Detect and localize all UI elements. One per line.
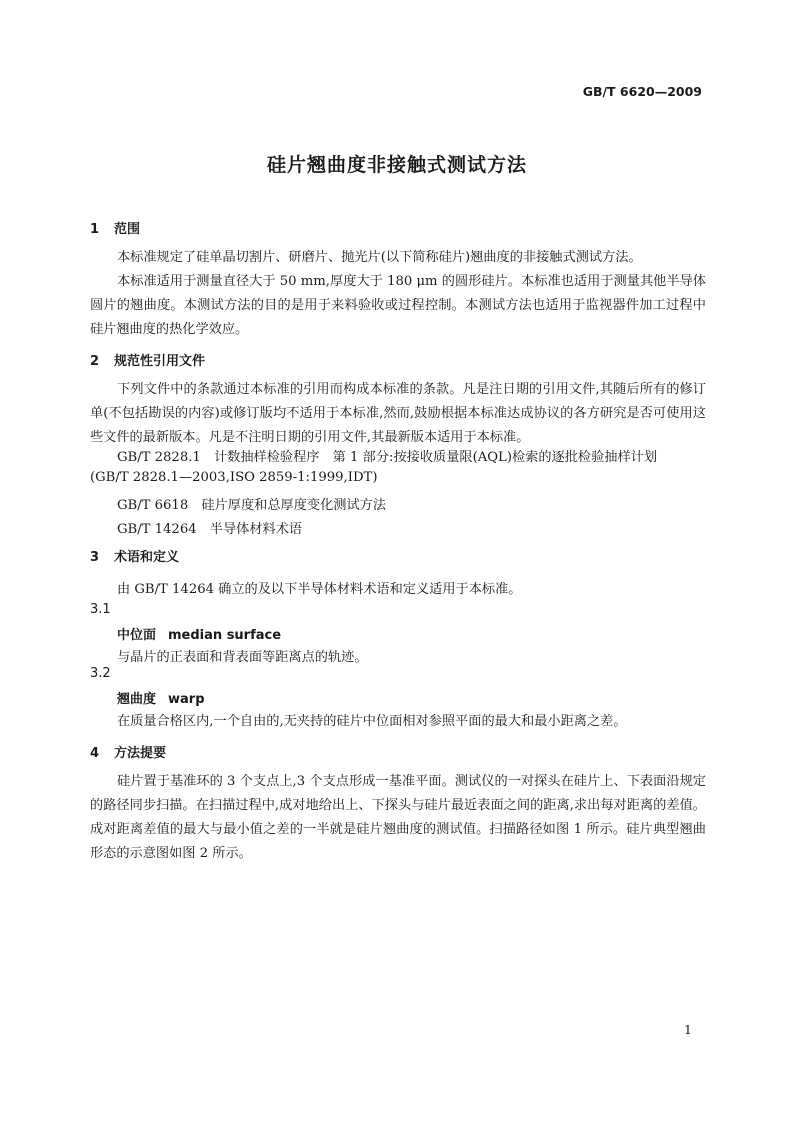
paragraph-text: 本标准适用于测量直径大于 50 mm,厚度大于 180 μm 的圆形硅片。本标准也适用于测量其他半导体圆片的翘曲度。本测试方法的目的是用于来料验收或过程控制。本测试方法也适用于监视器件加工过程中硅片翘曲度的热化学效应。 xyxy=(90,274,706,337)
section-number: 4 xyxy=(90,746,100,761)
section-heading xyxy=(90,546,179,565)
section-number: 1 xyxy=(90,222,100,237)
term-zh: 翘曲度 xyxy=(117,692,157,707)
section-title: 方法提要 xyxy=(114,746,167,761)
section-intro: 由 GB/T 14264 确立的及以下半导体材料术语和定义适用于本标准。 xyxy=(117,582,522,597)
reference-item: (GB/T 2828.1—2003,ISO 2859-1:1999,IDT) xyxy=(90,470,378,485)
paragraph xyxy=(90,246,706,270)
reference-item: GB/T 2828.1 计数抽样检验程序 第 1 部分:按接收质量限(AQL)检索的逐批检验抽样计划 xyxy=(117,450,658,465)
term-entry xyxy=(117,624,281,643)
term-en: median surface xyxy=(168,628,282,643)
reference-item: GB/T 6618 硅片厚度和总厚度变化测试方法 xyxy=(117,498,387,513)
clause-number: 3.2 xyxy=(90,666,111,681)
section-heading xyxy=(90,742,166,761)
term-definition: 在质量合格区内,一个自由的,无夹持的硅片中位面相对参照平面的最大和最小距离之差。 xyxy=(117,714,627,729)
page-number: 1 xyxy=(684,1022,692,1037)
section-number: 3 xyxy=(90,550,100,565)
section-number: 2 xyxy=(90,354,100,369)
paragraph xyxy=(90,378,706,450)
standard-code: GB/T 6620—2009 xyxy=(582,84,702,99)
section-heading xyxy=(90,218,140,237)
term-zh: 中位面 xyxy=(117,628,157,643)
term-definition: 与晶片的正表面和背表面等距离点的轨迹。 xyxy=(117,650,368,665)
section-title: 术语和定义 xyxy=(114,550,180,565)
term-en: warp xyxy=(168,692,205,707)
reference-item: GB/T 14264 半导体材料术语 xyxy=(117,522,303,537)
paragraph xyxy=(90,270,706,342)
paragraph-text: 下列文件中的条款通过本标准的引用而构成本标准的条款。凡是注日期的引用文件,其随后所有的修订单(不包括勘误的内容)或修订版均不适用于本标准,然而,鼓励根据本标准达成协议的各方研究是否可使用这些文件的最新版本。凡是不注明日期的引用文件,其最新版本适用于本标准。 xyxy=(90,382,706,445)
section-title: 范围 xyxy=(114,222,141,237)
section-title: 规范性引用文件 xyxy=(114,354,206,369)
document-title: 硅片翘曲度非接触式测试方法 xyxy=(266,154,527,176)
clause-number: 3.1 xyxy=(90,602,111,617)
paragraph xyxy=(90,770,706,866)
paragraph-text: 本标准规定了硅单晶切割片、研磨片、抛光片(以下简称硅片)翘曲度的非接触式测试方法。 xyxy=(117,250,642,265)
paragraph-text: 硅片置于基准环的 3 个支点上,3 个支点形成一基准平面。测试仪的一对探头在硅片上、下表面沿规定的路径同步扫描。在扫描过程中,成对地给出上、下探头与硅片最近表面之间的距离,求出每对距离的差值。成对距离差值的最大与最小值之差的一半就是硅片翘曲度的测试值。扫描路径如图 1 所示。硅片典型翘曲形态的示意图如图 2 所示。 xyxy=(90,774,706,861)
term-entry xyxy=(117,688,205,707)
section-heading xyxy=(90,350,205,369)
